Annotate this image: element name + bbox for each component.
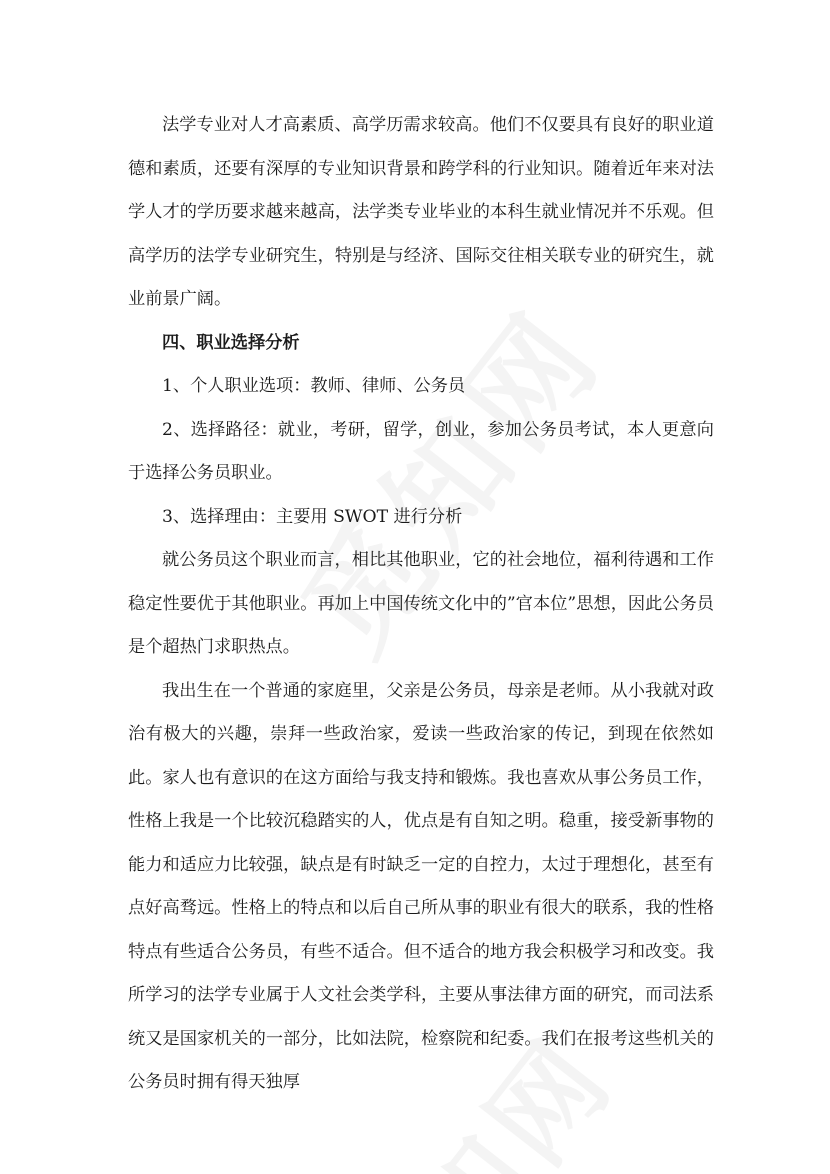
paragraph-career-options: 1、个人职业选项：教师、律师、公务员 [162, 376, 466, 396]
document-body [128, 104, 714, 1105]
paragraph-choice-reason: 3、选择理由：主要用 SWOT 进行分析 [162, 506, 463, 527]
section-heading-career-choice: 四、职业选择分析 [162, 332, 300, 353]
paragraph-law-demand: 法学专业对人才高素质、高学历需求较高。他们不仅要具有良好的职业道德和素质，还要有深厚的专业知识背景和跨学科的行业知识。随着近年来对法学人才的学历要求越来越高，法学类专业毕业的本科生就业情况并不乐观。但高学历的法学专业研究生，特别是与经济、国际交往相关联专业的研究生，就业前景广阔。 [128, 115, 714, 309]
paragraph-choice-path: 2、选择路径：就业，考研，留学，创业，参加公务员考试，本人更意向于选择公务员职业。 [128, 419, 714, 483]
paragraph-civil-servant: 就公务员这个职业而言，相比其他职业，它的社会地位，福利待遇和工作稳定性要优于其他职业。再加上中国传统文化中的”官本位”思想，因此公务员是个超热门求职热点。 [128, 550, 714, 657]
paragraph-personal-background: 我出生在一个普通的家庭里，父亲是公务员，母亲是老师。从小我就对政治有极大的兴趣，崇拜一些政治家，爱读一些政治家的传记，到现在依然如此。家人也有意识的在这方面给与我支持和锻炼。我也喜欢从事公务员工作，性格上我是一个比较沉稳踏实的人，优点是有自知之明。稳重，接受新事物的能力和适应力比较强，缺点是有时缺乏一定的自控力，太过于理想化，甚至有点好高骛远。性格上的特点和以后自己所从事的职业有很大的联系，我的性格特点有些适合公务员，有些不适合。但不适合的地方我会积极学习和改变。我所学习的法学专业属于人文社会类学科，主要从事法律方面的研究，而司法系统又是国家机关的一部分，比如法院，检察院和纪委。我们在报考这些机关的公务员时拥有得天独厚 [128, 680, 714, 1092]
